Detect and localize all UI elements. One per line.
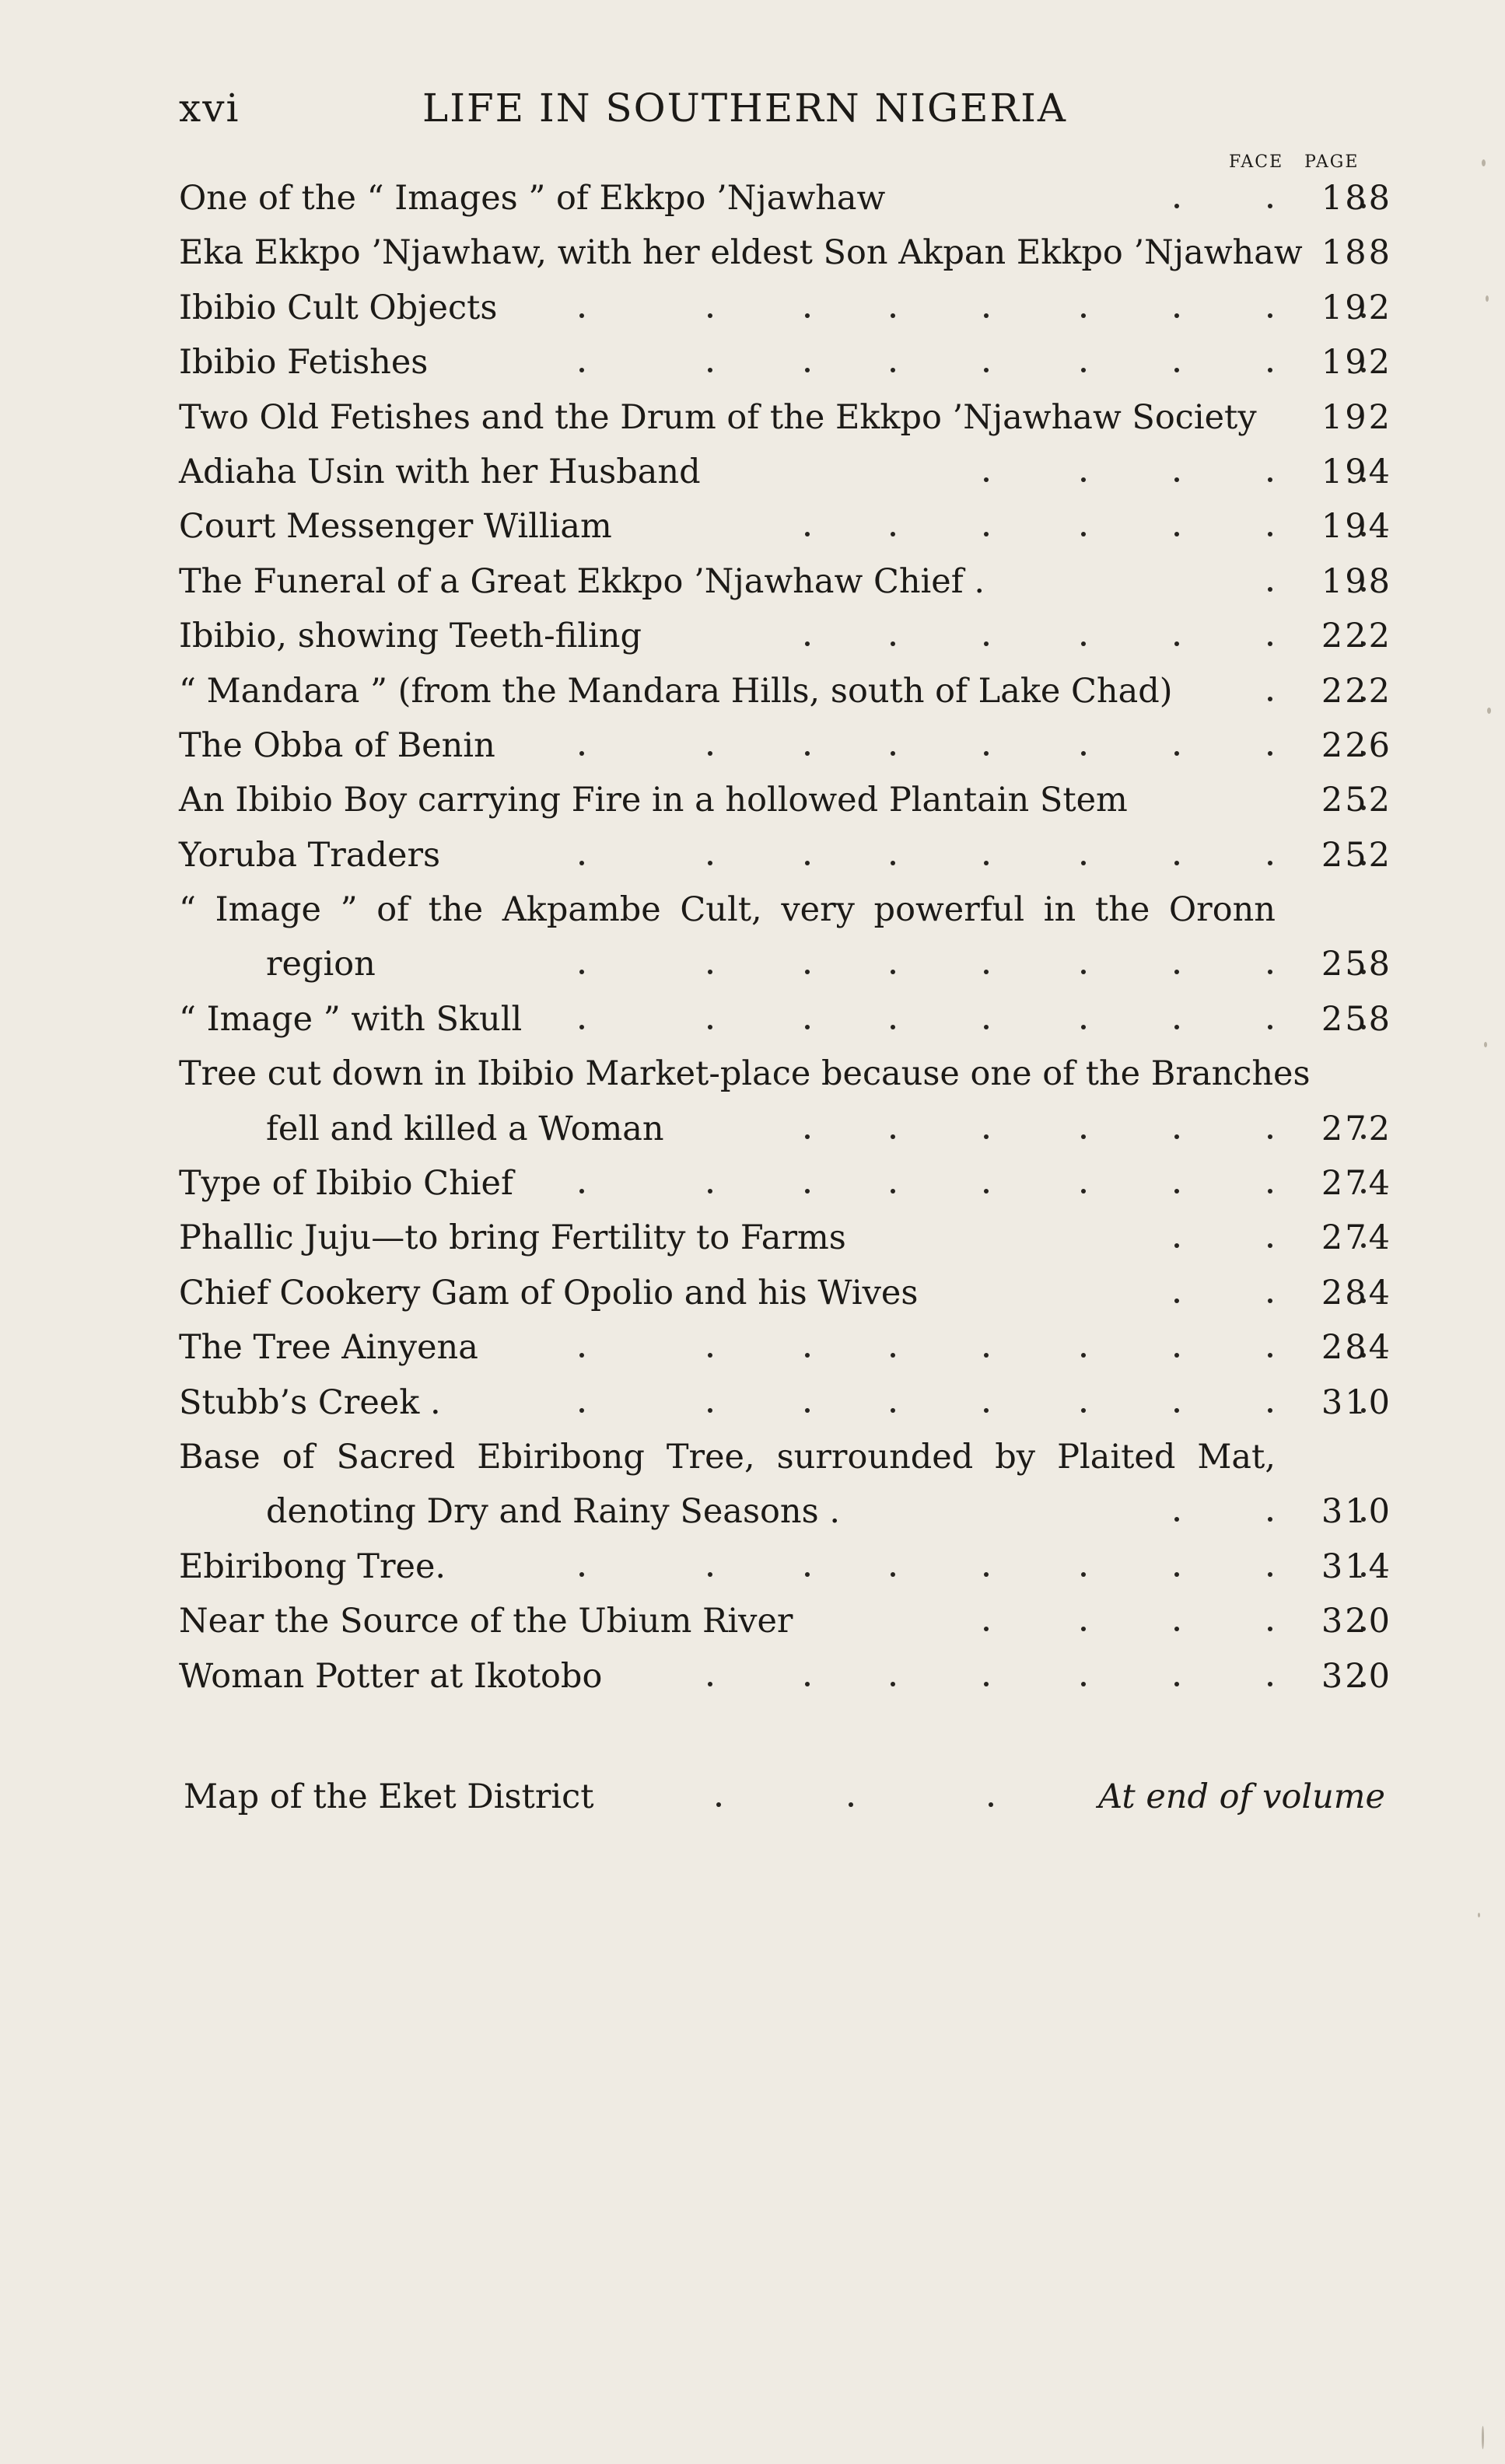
leader-dot	[1268, 1572, 1272, 1577]
leader-dot	[805, 1025, 810, 1029]
list-item	[179, 609, 1392, 663]
leader-dot	[579, 861, 584, 865]
leader-dot	[579, 313, 584, 318]
leader-dot	[805, 368, 810, 372]
paper-speck	[1487, 708, 1491, 714]
entry-page: 188	[1321, 233, 1392, 273]
entry-page: 314	[1321, 1547, 1392, 1586]
list-item	[179, 1430, 1392, 1484]
leader-dots	[179, 1649, 1305, 1704]
leader-dots	[179, 1211, 1305, 1265]
leader-dot	[1174, 532, 1179, 536]
leader-dot	[1268, 1189, 1272, 1194]
entry-title: Type of Ibibio Chief	[179, 1164, 513, 1204]
entry-page: 320	[1321, 1656, 1392, 1696]
entry-page: 310	[1321, 1492, 1392, 1532]
leader-dot	[1174, 1298, 1179, 1303]
leader-dot	[1174, 204, 1179, 208]
leader-dots	[179, 445, 1305, 499]
leader-dot	[1174, 641, 1179, 646]
face-heading: FACE	[1229, 152, 1284, 172]
leader-dot	[891, 1353, 895, 1358]
entry-page: 274	[1321, 1164, 1392, 1204]
leader-dot	[1081, 1189, 1086, 1194]
leader-dot	[579, 1025, 584, 1029]
entry-page: 284	[1321, 1328, 1392, 1368]
entry-title: The Obba of Benin	[179, 725, 495, 765]
leader-dot	[708, 1189, 712, 1194]
leader-dot	[984, 1353, 989, 1358]
list-item	[179, 1047, 1392, 1101]
page-folio: xvi	[179, 86, 240, 131]
leader-dot	[984, 751, 989, 756]
list-item	[179, 390, 1392, 445]
entry-title: “ Mandara ” (from the Mandara Hills, south of Lake Chad)	[179, 671, 1173, 711]
leader-dot	[984, 641, 989, 646]
leader-dots	[179, 1540, 1305, 1594]
leader-dot	[708, 313, 712, 318]
list-item	[179, 937, 1392, 991]
entry-title: Two Old Fetishes and the Drum of the Ekkpo ’Njawhaw Society	[179, 397, 1257, 437]
leader-dots	[179, 609, 1305, 663]
leader-dots	[179, 992, 1305, 1047]
entry-page: 192	[1321, 343, 1392, 383]
leader-dot	[891, 970, 895, 974]
leader-dot	[1268, 1517, 1272, 1522]
paper-speck	[1482, 159, 1486, 166]
leader-dots	[179, 828, 1305, 882]
illustrations-list	[179, 171, 1392, 1704]
leader-dot	[1268, 697, 1272, 701]
leader-dot	[1268, 313, 1272, 318]
leader-dots	[179, 499, 1305, 554]
leader-dot	[891, 532, 895, 536]
leader-dot	[1081, 641, 1086, 646]
leader-dot	[1081, 1025, 1086, 1029]
leader-dot	[805, 1134, 810, 1139]
leader-dot	[1174, 368, 1179, 372]
leader-dot	[1174, 313, 1179, 318]
leader-dot	[1268, 641, 1272, 646]
leader-dot	[1081, 1682, 1086, 1686]
leader-dot	[805, 861, 810, 865]
entry-page: 222	[1321, 671, 1392, 711]
entry-page: 284	[1321, 1273, 1392, 1312]
entry-page: 194	[1321, 452, 1392, 491]
leader-dot	[1268, 970, 1272, 974]
entry-page: 272	[1321, 1109, 1392, 1148]
paper-speck	[1484, 1042, 1487, 1047]
entry-page: 194	[1321, 507, 1392, 547]
entry-page: 226	[1321, 725, 1392, 765]
entry-title: denoting Dry and Rainy Seasons .	[266, 1492, 840, 1532]
list-item	[179, 773, 1392, 827]
leader-dot	[1081, 1134, 1086, 1139]
leader-dot	[1174, 477, 1179, 482]
list-item	[179, 1594, 1392, 1648]
leader-dot	[1174, 970, 1179, 974]
leader-dot	[579, 970, 584, 974]
leader-dot	[805, 313, 810, 318]
paper-speck	[1478, 1913, 1480, 1917]
list-item	[179, 1320, 1392, 1375]
leader-dot	[984, 970, 989, 974]
column-headings	[1229, 152, 1384, 172]
leader-dot	[984, 477, 989, 482]
entry-title: An Ibibio Boy carrying Fire in a hollowed Plantain Stem	[179, 781, 1128, 820]
entry-page: 192	[1321, 397, 1392, 437]
leader-dot	[984, 1682, 989, 1686]
list-item	[179, 499, 1392, 554]
leader-dot	[1174, 861, 1179, 865]
leader-dot	[1268, 477, 1272, 482]
leader-dot	[579, 1189, 584, 1194]
leader-dot	[1174, 1353, 1179, 1358]
leader-dot	[1081, 477, 1086, 482]
leader-dot	[805, 641, 810, 646]
leader-dot	[1174, 1134, 1179, 1139]
list-item	[179, 992, 1392, 1047]
leader-dot	[1174, 1189, 1179, 1194]
leader-dot	[891, 1025, 895, 1029]
leader-dot	[579, 1572, 584, 1577]
leader-dot	[984, 1627, 989, 1631]
list-item	[179, 225, 1392, 280]
leader-dot	[1081, 1353, 1086, 1358]
leader-dot	[708, 970, 712, 974]
leader-dot	[1081, 1627, 1086, 1631]
leader-dot	[708, 368, 712, 372]
leader-dot	[989, 1802, 993, 1807]
entry-title: Ibibio Cult Objects	[179, 288, 498, 327]
leader-dots	[179, 1484, 1305, 1539]
entry-title: One of the “ Images ” of Ekkpo ’Njawhaw	[179, 179, 886, 218]
leader-dot	[984, 1189, 989, 1194]
entry-title: “ Image ” of the Akpambe Cult, very powerful in the Oronn	[179, 890, 1276, 930]
leader-dot	[1174, 1408, 1179, 1413]
leader-dot	[1268, 1353, 1272, 1358]
entry-title: fell and killed a Woman	[266, 1109, 664, 1148]
list-item	[179, 1266, 1392, 1320]
entry-title: Ebiribong Tree.	[179, 1547, 446, 1586]
leader-dots	[179, 1320, 1305, 1375]
leader-dot	[579, 1408, 584, 1413]
leader-dot	[805, 1682, 810, 1686]
entry-title: Ibibio Fetishes	[179, 343, 429, 383]
list-item	[179, 171, 1392, 225]
entry-page: 274	[1321, 1218, 1392, 1258]
leader-dot	[708, 1408, 712, 1413]
entry-title: “ Image ” with Skull	[179, 999, 523, 1039]
leader-dot	[984, 1572, 989, 1577]
entry-title: Court Messenger William	[179, 507, 612, 547]
list-item	[179, 281, 1392, 335]
leader-dot	[708, 1682, 712, 1686]
leader-dot	[984, 861, 989, 865]
list-item	[179, 718, 1392, 773]
leader-dots	[179, 1266, 1305, 1320]
leader-dot	[1081, 970, 1086, 974]
leader-dots	[179, 1375, 1305, 1430]
entry-title: Adiaha Usin with her Husband	[179, 452, 701, 491]
leader-dot	[984, 532, 989, 536]
entry-title: Chief Cookery Gam of Opolio and his Wives	[179, 1273, 919, 1312]
list-item	[179, 1102, 1392, 1156]
entry-page: 252	[1321, 781, 1392, 820]
leader-dot	[1268, 532, 1272, 536]
paper-speck	[1482, 2426, 1484, 2449]
leader-dot	[1081, 313, 1086, 318]
list-item	[179, 1156, 1392, 1211]
leader-dot	[891, 313, 895, 318]
leader-dots	[179, 171, 1305, 225]
leader-dot	[716, 1802, 721, 1807]
entry-title: The Tree Ainyena	[179, 1328, 478, 1368]
leader-dot	[984, 368, 989, 372]
leader-dots	[179, 1102, 1305, 1156]
list-item	[179, 1211, 1392, 1265]
leader-dots	[179, 937, 1305, 991]
leader-dot	[891, 1134, 895, 1139]
leader-dot	[1081, 861, 1086, 865]
entry-page: 258	[1321, 945, 1392, 984]
leader-dot	[891, 641, 895, 646]
leader-dot	[1268, 1243, 1272, 1248]
list-item	[179, 1540, 1392, 1594]
entry-page: 222	[1321, 617, 1392, 656]
leader-dot	[1268, 587, 1272, 592]
leader-dot	[1268, 1408, 1272, 1413]
leader-dot	[1268, 1025, 1272, 1029]
list-item	[179, 1484, 1392, 1539]
list-item	[179, 554, 1392, 609]
entry-page: 258	[1321, 999, 1392, 1039]
entry-title: Eka Ekkpo ’Njawhaw, with her eldest Son Akpan Ekkpo ’Njawhaw	[179, 233, 1303, 273]
leader-dot	[891, 861, 895, 865]
leader-dot	[1081, 1408, 1086, 1413]
leader-dot	[708, 861, 712, 865]
list-item	[179, 664, 1392, 718]
leader-dot	[1081, 1572, 1086, 1577]
leader-dot	[984, 1134, 989, 1139]
leader-dot	[1081, 532, 1086, 536]
list-item	[179, 828, 1392, 882]
leader-dot	[984, 1408, 989, 1413]
list-item	[179, 1649, 1392, 1704]
entry-title: Yoruba Traders	[179, 835, 441, 875]
entry-title: Tree cut down in Ibibio Market-place because one of the Branches	[179, 1054, 1311, 1094]
entry-title: Near the Source of the Ubium River	[179, 1602, 793, 1641]
leader-dot	[708, 1353, 712, 1358]
leader-dot	[579, 1353, 584, 1358]
leader-dot	[1081, 751, 1086, 756]
entry-title: Phallic Juju—to bring Fertility to Farms	[179, 1218, 846, 1258]
map-entry-location: At end of volume	[1098, 1777, 1385, 1816]
page-heading: PAGE	[1304, 152, 1360, 172]
entry-title: region	[266, 945, 376, 984]
leader-dot	[708, 1572, 712, 1577]
list-item	[179, 1375, 1392, 1430]
leader-dot	[984, 1025, 989, 1029]
list-item	[179, 445, 1392, 499]
entry-title: Stubb’s Creek .	[179, 1382, 441, 1422]
leader-dot	[1174, 1572, 1179, 1577]
entry-title: Woman Potter at Ikotobo	[179, 1656, 603, 1696]
leader-dot	[1268, 1627, 1272, 1631]
leader-dot	[891, 751, 895, 756]
leader-dot	[984, 313, 989, 318]
leader-dot	[1174, 1025, 1179, 1029]
leader-dot	[1174, 751, 1179, 756]
entry-title: Base of Sacred Ebiribong Tree, surrounded by Plaited Mat,	[179, 1437, 1276, 1477]
leader-dot	[1174, 1682, 1179, 1686]
leader-dot	[1174, 1243, 1179, 1248]
leader-dot	[579, 751, 584, 756]
entry-page: 192	[1321, 288, 1392, 327]
leader-dot	[805, 532, 810, 536]
leader-dot	[891, 1408, 895, 1413]
leader-dot	[1081, 368, 1086, 372]
entry-page: 310	[1321, 1382, 1392, 1422]
leader-dot	[891, 1572, 895, 1577]
leader-dots	[179, 335, 1305, 390]
leader-dots	[179, 664, 1305, 718]
map-entry-title: Map of the Eket District	[184, 1777, 594, 1816]
map-entry	[184, 1770, 1385, 1824]
leader-dot	[805, 751, 810, 756]
entry-title: Ibibio, showing Teeth-filing	[179, 617, 642, 656]
leader-dot	[891, 1682, 895, 1686]
leader-dot	[1174, 1627, 1179, 1631]
leader-dot	[891, 1189, 895, 1194]
list-item	[179, 335, 1392, 390]
leader-dot	[1174, 1517, 1179, 1522]
leader-dot	[708, 751, 712, 756]
leader-dot	[805, 1408, 810, 1413]
leader-dots	[179, 1156, 1305, 1211]
leader-dot	[1268, 204, 1272, 208]
leader-dot	[1268, 1134, 1272, 1139]
running-title: LIFE IN SOUTHERN NIGERIA	[422, 86, 1068, 131]
entry-title: The Funeral of a Great Ekkpo ’Njawhaw Chief .	[179, 561, 985, 601]
page-header	[179, 86, 1400, 148]
leader-dots	[179, 773, 1305, 827]
leader-dot	[891, 368, 895, 372]
leader-dot	[579, 368, 584, 372]
leader-dots	[179, 1594, 1305, 1648]
leader-dot	[1268, 861, 1272, 865]
leader-dot	[1268, 368, 1272, 372]
leader-dots	[179, 281, 1305, 335]
leader-dots	[179, 718, 1305, 773]
leader-dot	[805, 1572, 810, 1577]
leader-dots	[179, 554, 1305, 609]
leader-dot	[708, 1025, 712, 1029]
leader-dot	[1268, 1682, 1272, 1686]
entry-page: 252	[1321, 835, 1392, 875]
entry-page: 198	[1321, 561, 1392, 601]
leader-dot	[849, 1802, 853, 1807]
leader-dot	[805, 1353, 810, 1358]
leader-dot	[805, 970, 810, 974]
paper-speck	[1486, 295, 1489, 302]
leader-dot	[1268, 1298, 1272, 1303]
entry-page: 320	[1321, 1602, 1392, 1641]
leader-dot	[1268, 751, 1272, 756]
list-item	[179, 882, 1392, 937]
entry-page: 188	[1321, 179, 1392, 218]
leader-dot	[805, 1189, 810, 1194]
